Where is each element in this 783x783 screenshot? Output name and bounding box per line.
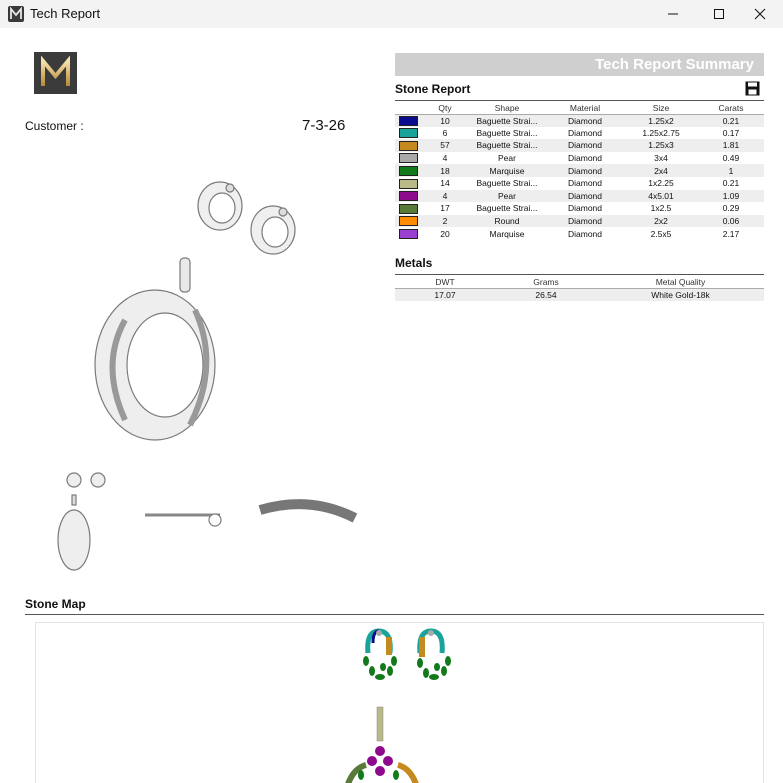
table-row [395,127,764,140]
app-logo-icon [8,6,24,22]
stone-map-panel [35,622,764,783]
pendant-render [95,258,215,440]
stone-qty: 4 [422,190,468,203]
stone-qty: 6 [442,127,448,138]
table-row [395,139,764,152]
header-dwt: DWT [395,276,495,288]
stone-shape: Marquise [489,228,525,239]
stone-report-table [395,102,764,240]
stone-map-pendant [348,707,416,783]
summary-title: Tech Report Summary [595,56,754,73]
table-row [395,190,764,203]
stone-shape: Pear [498,153,516,164]
stone-carats: 1 [698,164,764,177]
stone-size: 1.25x2 [624,114,698,127]
stone-carats: 1.81 [698,139,764,152]
stone-report-header-row [395,102,764,114]
stone-color-swatch [399,229,418,239]
header-color [395,102,422,114]
customer-value: 7-3-26 [302,117,346,134]
stone-qty: 2 [422,215,468,228]
stone-qty: 10 [422,114,468,127]
stone-carats: 0.29 [722,203,740,214]
stone-size: 2x4 [624,164,698,177]
stone-carats: 0.17 [722,127,740,138]
window-title: Tech Report [30,6,101,21]
metals-title: Metals [395,256,433,270]
stone-shape: Marquise [468,164,546,177]
stone-shape: Baguette Strai... [476,203,538,214]
stone-material: Diamond [567,203,603,214]
header-shape: Shape [468,102,546,114]
maximize-button[interactable] [696,0,742,28]
close-button[interactable] [737,0,783,28]
stone-size: 4x5.01 [624,190,698,203]
stone-map-earring-right [417,630,451,680]
stone-color-swatch [399,166,418,176]
metal-quality: White Gold-18k [597,288,764,301]
stone-map-divider [25,614,764,615]
stone-size: 1.25x2.75 [642,127,680,138]
stone-color-cell [395,127,422,140]
stone-map-earring-left [363,630,397,680]
stone-color-swatch [399,116,418,126]
stone-color-cell [395,139,422,152]
stone-shape: Round [468,215,546,228]
customer-label: Customer : [25,119,84,133]
stone-material: Diamond [546,215,624,228]
stone-map-drawing [36,623,763,783]
earring-render-right [251,206,295,254]
stone-shape: Baguette Strai... [468,114,546,127]
stone-carats: 2.17 [722,228,740,239]
stone-qty: 20 [440,228,450,239]
table-row [395,177,764,190]
stone-color-cell [395,190,422,203]
summary-banner [395,53,764,76]
header-size: Size [624,102,698,114]
stone-material: Diamond [567,228,603,239]
stone-qty: 57 [422,139,468,152]
metal-dwt: 17.07 [395,288,495,301]
save-icon [745,81,760,96]
table-row [395,227,764,240]
header-grams: Grams [495,276,597,288]
stone-qty: 4 [442,153,448,164]
minimize-icon [667,8,679,20]
table-row [395,215,764,228]
stone-color-swatch [399,153,418,163]
header-material: Material [546,102,624,114]
stone-color-cell [395,164,422,177]
title-bar [0,0,783,28]
stone-color-swatch [399,204,418,214]
stone-report-title: Stone Report [395,82,471,96]
stone-material: Diamond [567,127,603,138]
header-carats: Carats [698,102,764,114]
stone-material: Diamond [546,190,624,203]
table-row [395,202,764,215]
stone-material: Diamond [567,178,603,189]
metals-header-row [395,276,764,288]
stone-size: 1.25x3 [624,139,698,152]
stone-qty: 17 [440,203,450,214]
stone-size: 3x4 [654,153,668,164]
thumbnail-views [58,473,355,570]
stone-color-swatch [399,191,418,201]
stone-material: Diamond [546,164,624,177]
stone-color-swatch [399,216,418,226]
header-qty: Qty [422,102,468,114]
stone-carats: 0.21 [722,178,740,189]
stone-color-cell [395,177,422,190]
stone-shape: Baguette Strai... [476,127,538,138]
stone-size: 2x2 [624,215,698,228]
stone-size: 2.5x5 [650,228,672,239]
stone-shape: Pear [468,190,546,203]
stone-material: Diamond [546,114,624,127]
stone-size: 1x2.25 [648,178,674,189]
stone-qty: 18 [422,164,468,177]
header-metal-quality: Metal Quality [597,276,764,288]
maximize-icon [713,8,725,20]
stone-carats: 0.49 [722,153,740,164]
jewelry-render [30,170,370,590]
stone-color-cell [395,215,422,228]
stone-map-title: Stone Map [25,597,86,611]
stone-carats: 0.06 [698,215,764,228]
table-row [395,114,764,127]
metal-grams: 26.54 [495,288,597,301]
stone-qty: 14 [440,178,450,189]
table-row [395,164,764,177]
minimize-button[interactable] [650,0,696,28]
brand-logo [34,52,77,94]
stone-color-cell [395,227,422,240]
stone-carats: 0.21 [698,114,764,127]
save-button[interactable] [745,81,760,96]
stone-shape: Baguette Strai... [476,178,538,189]
earring-render-left [198,182,242,230]
stone-shape: Baguette Strai... [468,139,546,152]
stone-color-swatch [399,179,418,189]
stone-size: 1x2.5 [650,203,672,214]
stone-material: Diamond [567,153,603,164]
stone-color-cell [395,114,422,127]
close-icon [754,8,766,20]
stone-carats: 1.09 [698,190,764,203]
metals-divider [395,274,764,275]
table-row [395,288,764,301]
stone-color-swatch [399,128,418,138]
table-row [395,152,764,165]
stone-report-divider [395,100,764,101]
stone-material: Diamond [546,139,624,152]
stone-color-swatch [399,141,418,151]
stone-color-cell [395,202,422,215]
metals-table [395,276,764,301]
stone-color-cell [395,152,422,165]
